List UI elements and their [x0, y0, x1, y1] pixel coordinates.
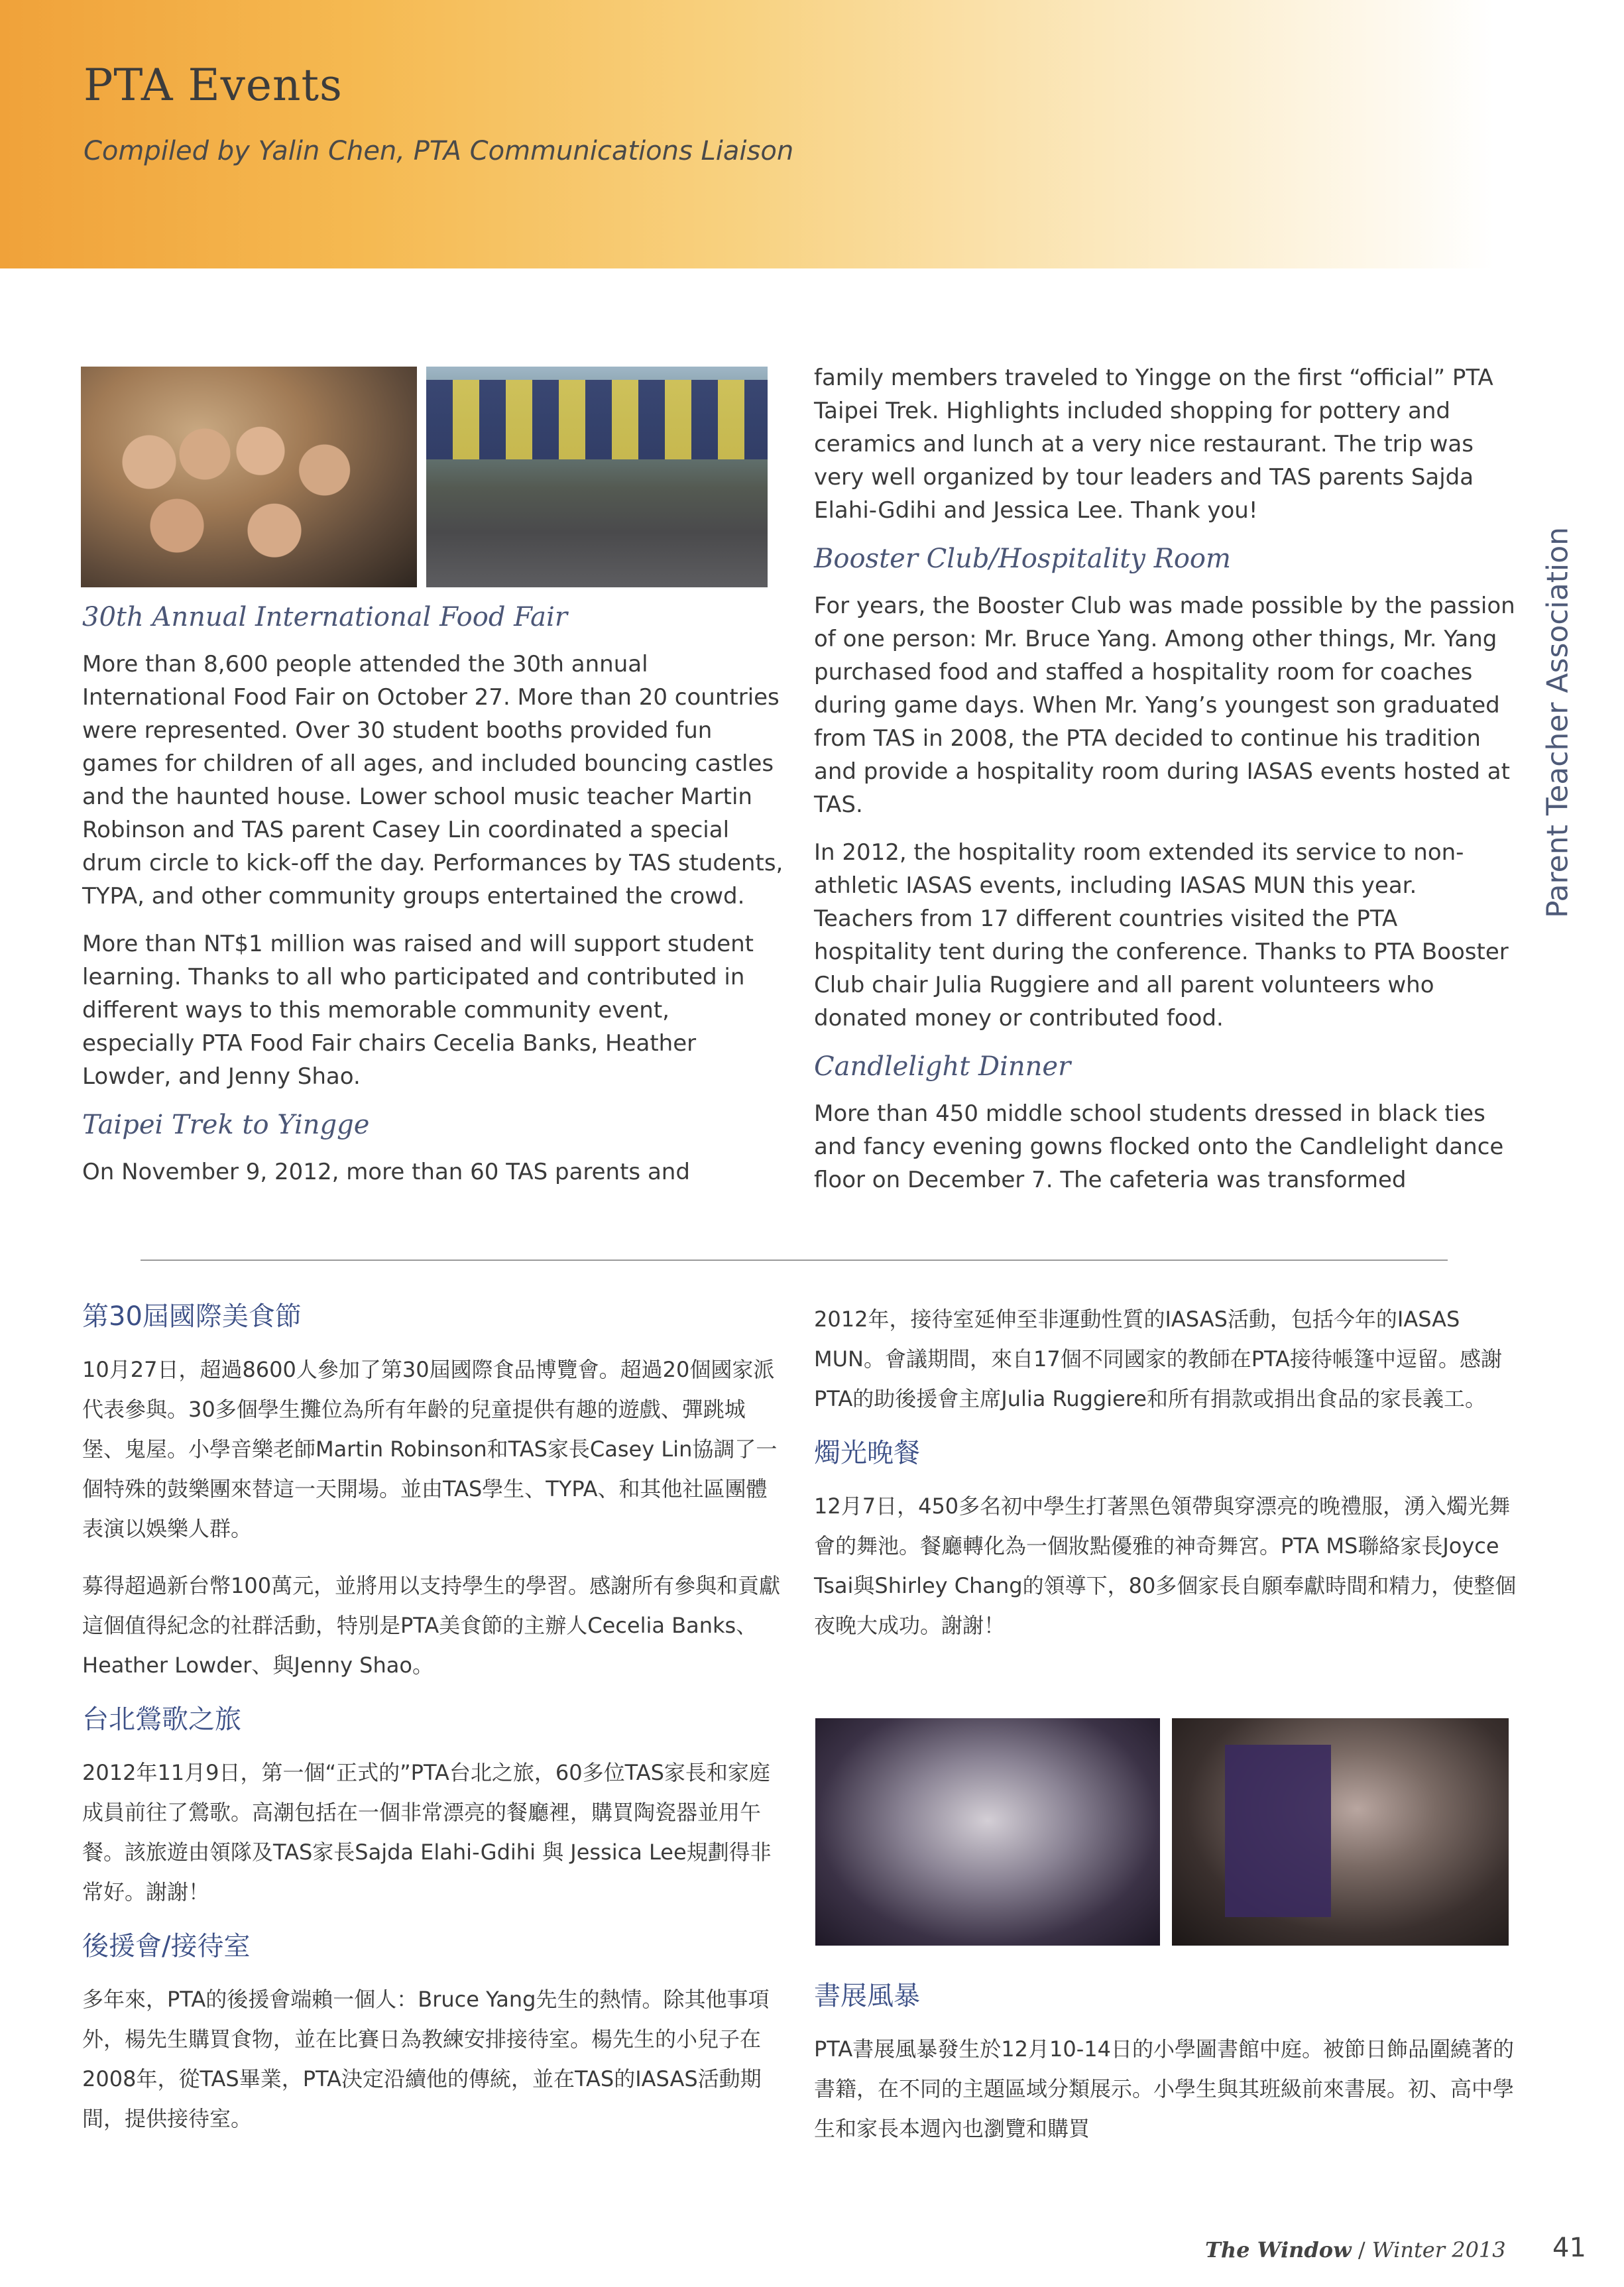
food-fair-paragraph: More than NT$1 million was raised and will support student learning. Thanks to all who participated and contributed in different ways to this memorable community event, especially PTA Food Fair chairs Cecelia Banks, Heather Lowder, and Jenny Shao. [82, 931, 754, 1090]
side-label: Parent Teacher Association [1540, 526, 1575, 919]
page-number: 41 [1552, 2233, 1586, 2263]
booster-club-paragraph: In 2012, the hospitality room extended its service to non-athletic IASAS events, including IASAS MUN this year. Teachers from 17 different countries visited the PTA hospitality tent during the conference. Thanks to PTA Booster Club chair Julia Ruggiere and all parent volunteers who donated money or contributed food. [814, 839, 1509, 1031]
booster-club-paragraph-zh: 多年來，PTA的後援會端賴一個人：Bruce Yang先生的熱情。除其他事項外，楊先生購買食物，並在比賽日為教練安排接待室。楊先生的小兒子在2008年，從TAS畢業，PTA決定沿續他的傳統，並在TAS的IASAS活動期間，提供接待室。 [82, 1987, 770, 2131]
food-fair-paragraph: More than 8,600 people attended the 30th annual International Food Fair on October 27. More than 20 countries were represented. Over 30 student booths provided fun games for children of all ages, and included bouncing castles and the haunted house. Lower school music teacher Martin Robinson and TAS parent Casey Lin coordinated a special drum circle to kick-off the day. Performances by TAS students, TYPA, and other community groups entertained the crowd. [82, 651, 783, 909]
food-fair-group-photo [81, 367, 417, 587]
issue-season: Winter 2013 [1371, 2237, 1506, 2262]
book-fair-heading-zh: 書展風暴 [814, 1981, 920, 2011]
taipei-trek-heading-zh: 台北鶯歌之旅 [82, 1704, 241, 1735]
english-right-column [814, 361, 1517, 1211]
booster-club-paragraph-zh: 2012年，接待室延伸至非運動性質的IASAS活動，包括今年的IASAS MUN。會議期間，來自17個不同國家的教師在PTA接待帳篷中逗留。感謝PTA的助後援會主席Julia Ruggiere和所有捐款或捐出食品的家長義工。 [814, 1307, 1502, 1411]
footer-separator: / [1351, 2237, 1372, 2262]
chinese-right-column [814, 1299, 1517, 1663]
candlelight-dinner-stage-photo [1172, 1718, 1509, 1946]
booster-club-heading: Booster Club/Hospitality Room [814, 544, 1231, 574]
food-fair-paragraph-zh: 10月27日，超過8600人參加了第30屆國際食品博覽會。超過20個國家派代表參與。30多個學生攤位為所有年齡的兒童提供有趣的遊戲、彈跳城堡、鬼屋。小學音樂老師Martin Robinson和TAS家長Casey Lin協調了一個特殊的鼓樂團來替這一天開場。並由TAS學生、TYPA、和其他社區團體表演以娛樂人群。 [82, 1357, 778, 1541]
page-title: PTA Events [84, 60, 343, 111]
candlelight-heading: Candlelight Dinner [814, 1051, 1071, 1082]
taipei-trek-paragraph: family members traveled to Yingge on the first “official” PTA Taipei Trek. Highlights included shopping for pottery and ceramics and lunch at a very nice restaurant. The trip was very well organized by tour leaders and TAS parents Sajda Elahi-Gdihi and Jessica Lee. Thank you! [814, 365, 1493, 524]
candlelight-paragraph-zh: 12月7日，450多名初中學生打著黑色領帶與穿漂亮的晚禮服，湧入燭光舞會的舞池。餐廳轉化為一個妝點優雅的神奇舞宮。PTA MS聯絡家長Joyce Tsai與Shirley Chang的領導下，80多個家長自願奉獻時間和精力，使整個夜晚大成功。謝謝！ [814, 1494, 1517, 1638]
food-fair-booth-photo [426, 367, 768, 587]
taipei-trek-heading: Taipei Trek to Yingge [82, 1110, 370, 1140]
taipei-trek-paragraph: On November 9, 2012, more than 60 TAS parents and [82, 1159, 690, 1185]
publication-footer [1205, 2237, 1506, 2262]
booster-club-paragraph: For years, the Booster Club was made possible by the passion of one person: Mr. Bruce Yang. Among other things, Mr. Yang purchased food and staffed a hospitality room for coaches during game days. When Mr. Yang’s youngest son graduated from TAS in 2008, the PTA decided to continue his tradition and provide a hospitality room during IASAS events hosted at TAS. [814, 593, 1515, 818]
taipei-trek-paragraph-zh: 2012年11月9日，第一個“正式的”PTA台北之旅，60多位TAS家長和家庭成員前往了鶯歌。高潮包括在一個非常漂亮的餐廳裡，購買陶瓷器並用午餐。該旅遊由領隊及TAS家長Sajda Elahi-Gdihi 與 Jessica Lee規劃得非常好。謝謝！ [82, 1760, 772, 1905]
english-left-column [82, 600, 785, 1203]
candlelight-paragraph: More than 450 middle school students dressed in black ties and fancy evening gowns flocked onto the Candlelight dance floor on December 7. The cafeteria was transformed [814, 1100, 1504, 1193]
book-fair-paragraph-zh: PTA書展風暴發生於12月10-14日的小學圖書館中庭。被節日飾品圍繞著的書籍，在不同的主題區域分類展示。小學生與其班級前來書展。初、高中學生和家長本週內也瀏覽和購買 [814, 2036, 1515, 2141]
candlelight-heading-zh: 燭光晚餐 [814, 1438, 920, 1468]
food-fair-paragraph-zh: 募得超過新台幣100萬元，並將用以支持學生的學習。感謝所有參與和貢獻這個值得紀念的社群活動，特別是PTA美食節的主辦人Cecelia Banks、Heather Lowder、與Jenny Shao。 [82, 1573, 781, 1678]
magazine-name: The Window [1205, 2237, 1352, 2262]
byline: Compiled by Yalin Chen, PTA Communications Liaison [84, 136, 794, 166]
food-fair-heading-zh: 第30屆國際美食節 [82, 1301, 302, 1332]
candlelight-dinner-hall-photo [815, 1718, 1160, 1946]
header-band [0, 0, 1624, 268]
book-fair-section-zh [814, 1979, 1517, 2166]
food-fair-heading: 30th Annual International Food Fair [82, 602, 567, 632]
booster-club-heading-zh: 後援會/接待室 [82, 1931, 251, 1962]
chinese-left-column [82, 1299, 785, 2156]
section-divider [141, 1260, 1448, 1261]
